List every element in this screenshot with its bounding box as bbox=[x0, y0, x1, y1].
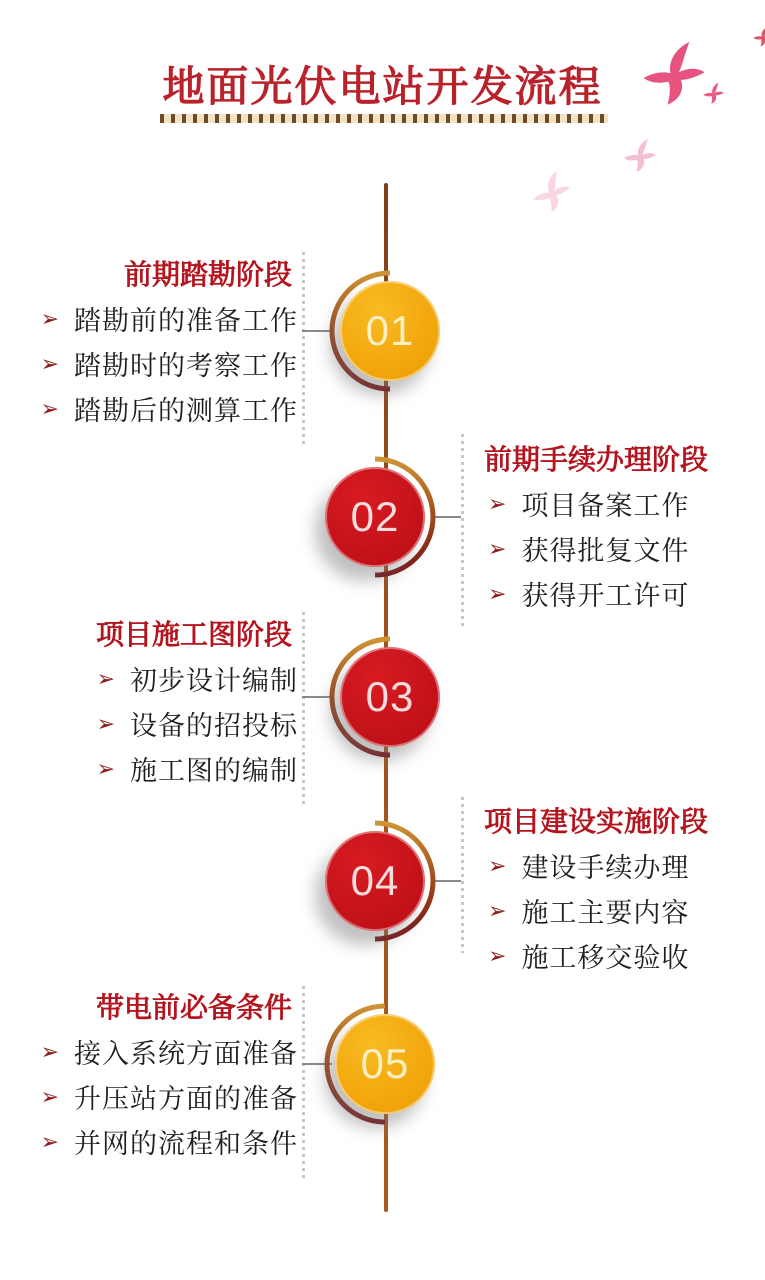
step-1-circle bbox=[340, 281, 440, 381]
step-2-section bbox=[482, 443, 752, 616]
list-item bbox=[20, 341, 298, 386]
list-item-label: 获得批复文件 bbox=[521, 536, 690, 566]
list-item-label: 踏勘时的考察工作 bbox=[74, 351, 298, 381]
arrow-bullet-icon: ➢ bbox=[40, 1128, 59, 1154]
step-5-section bbox=[20, 991, 298, 1164]
list-item bbox=[482, 933, 752, 978]
list-item bbox=[20, 1119, 298, 1164]
list-item-label: 并网的流程和条件 bbox=[74, 1129, 298, 1159]
list-item-label: 项目备案工作 bbox=[521, 491, 690, 521]
step-3-section bbox=[20, 618, 298, 791]
step-5-divider-dotted bbox=[302, 986, 305, 1178]
list-item bbox=[20, 1029, 298, 1074]
list-item bbox=[482, 481, 752, 526]
arrow-bullet-icon: ➢ bbox=[488, 897, 507, 923]
step-3-node bbox=[320, 627, 460, 767]
list-item bbox=[482, 888, 752, 933]
list-item-label: 踏勘后的测算工作 bbox=[74, 396, 298, 426]
step-5-heading: 带电前必备条件 bbox=[95, 992, 292, 1023]
list-item bbox=[20, 1074, 298, 1119]
step-1-divider-dotted bbox=[302, 252, 305, 446]
list-item bbox=[482, 843, 752, 888]
step-3-divider-dotted bbox=[302, 612, 305, 804]
list-item-label: 初步设计编制 bbox=[130, 666, 298, 696]
list-item bbox=[482, 526, 752, 571]
list-item-label: 施工主要内容 bbox=[521, 898, 690, 928]
step-4-section bbox=[482, 805, 752, 978]
list-item bbox=[20, 386, 298, 431]
arrow-bullet-icon: ➢ bbox=[488, 490, 507, 516]
step-5-node bbox=[315, 994, 455, 1134]
arrow-bullet-icon: ➢ bbox=[488, 942, 507, 968]
list-item-label: 升压站方面的准备 bbox=[74, 1084, 298, 1114]
list-item-label: 建设手续办理 bbox=[521, 853, 690, 883]
arrow-bullet-icon: ➢ bbox=[40, 350, 59, 376]
step-3-heading: 项目施工图阶段 bbox=[95, 619, 292, 650]
step-number: 01 bbox=[365, 307, 415, 354]
step-4-node bbox=[305, 811, 445, 951]
list-item-label: 施工移交验收 bbox=[521, 943, 690, 973]
list-item bbox=[20, 701, 298, 746]
decorative-birds-icon bbox=[500, 18, 765, 218]
step-1-heading: 前期踏勘阶段 bbox=[123, 259, 292, 290]
list-item bbox=[20, 296, 298, 341]
arrow-bullet-icon: ➢ bbox=[40, 1038, 59, 1064]
step-number: 05 bbox=[360, 1040, 410, 1087]
list-item bbox=[482, 571, 752, 616]
step-1-node bbox=[320, 261, 460, 401]
list-item bbox=[20, 656, 298, 701]
arrow-bullet-icon: ➢ bbox=[96, 755, 115, 781]
page-title: 地面光伏电站开发流程 bbox=[162, 63, 603, 110]
step-2-circle bbox=[325, 467, 425, 567]
step-2-heading: 前期手续办理阶段 bbox=[484, 444, 709, 475]
list-item-label: 获得开工许可 bbox=[521, 581, 690, 611]
list-item-label: 施工图的编制 bbox=[130, 756, 298, 786]
arrow-bullet-icon: ➢ bbox=[40, 1083, 59, 1109]
arrow-bullet-icon: ➢ bbox=[96, 665, 115, 691]
step-number: 04 bbox=[350, 857, 400, 904]
list-item-label: 接入系统方面准备 bbox=[74, 1039, 298, 1069]
step-number: 03 bbox=[365, 673, 415, 720]
arrow-bullet-icon: ➢ bbox=[488, 535, 507, 561]
step-2-node bbox=[305, 447, 445, 587]
arrow-bullet-icon: ➢ bbox=[96, 710, 115, 736]
arrow-bullet-icon: ➢ bbox=[40, 305, 59, 331]
step-1-section bbox=[20, 258, 298, 431]
step-2-divider-dotted bbox=[461, 434, 464, 626]
arrow-bullet-icon: ➢ bbox=[488, 580, 507, 606]
step-4-divider-dotted bbox=[461, 797, 464, 953]
step-3-circle bbox=[340, 647, 440, 747]
list-item-label: 踏勘前的准备工作 bbox=[74, 306, 298, 336]
list-item bbox=[20, 746, 298, 791]
list-item-label: 设备的招投标 bbox=[130, 711, 298, 741]
step-5-circle bbox=[335, 1014, 435, 1114]
arrow-bullet-icon: ➢ bbox=[40, 395, 59, 421]
step-4-circle bbox=[325, 831, 425, 931]
step-4-heading: 项目建设实施阶段 bbox=[484, 806, 709, 837]
step-number: 02 bbox=[350, 493, 400, 540]
arrow-bullet-icon: ➢ bbox=[488, 852, 507, 878]
